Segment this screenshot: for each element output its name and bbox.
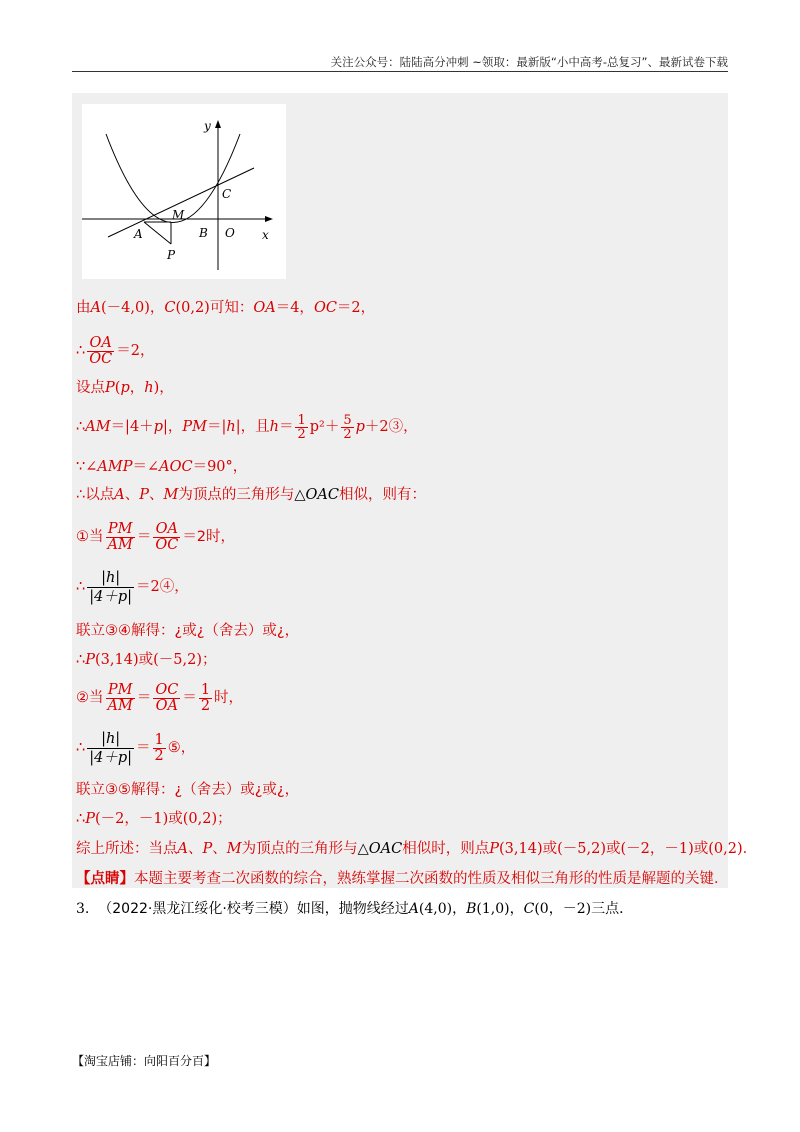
label-m: M [172, 208, 185, 222]
solution-line-10: ∴P(3,14)或(－5,2)； [76, 652, 217, 668]
solution-line-15: 综上所述：当点A、P、M为顶点的三角形与△OAC相似时，则点P(3,14)或(－5,2)或(－2，－1)或(0,2)． [76, 841, 758, 857]
solution-line-11: ②当 $\frac{PM}{AM}$ ＝ $\frac{OC}{OA}$ ＝ $\frac{1}{2}$ 时， [76, 681, 244, 714]
page-footer: 【淘宝店铺：向阳百分百】 [72, 1054, 217, 1068]
fraction-oa-oc: $\frac{OA}{OC}$ [89, 334, 113, 367]
x-axis-arrow-icon [265, 216, 273, 222]
parabola-figure [82, 104, 286, 279]
segment-ap [144, 222, 171, 244]
solution-line-6: ∴以点A、P、M为顶点的三角形与△OAC相似，则有： [76, 487, 426, 503]
solution-line-7: ①当 $\frac{PM}{AM}$ ＝ $\frac{OA}{OC}$ ＝2时， [76, 520, 236, 553]
solution-line-9: 联立③④解得：¿或¿（舍去）或¿， [76, 623, 300, 639]
solution-line-5: ∵∠AMP＝∠AOC＝90°， [76, 459, 248, 475]
y-axis-arrow-icon [215, 120, 221, 128]
solution-note: 【点睛】本题主要考查二次函数的综合，熟练掌握二次函数的性质及相似三角形的性质是解题的关键． [76, 871, 729, 887]
label-o: O [225, 226, 235, 240]
solution-line-1: 由A(－4,0)，C(0,2)可知：OA＝4，OC＝2， [76, 300, 376, 316]
solution-line-8: ∴ $\frac{|h|}{|4+p|}$ ＝2④， [76, 569, 189, 605]
label-b: B [199, 226, 208, 240]
solution-line-13: 联立③⑤解得：¿（舍去）或¿或¿， [76, 782, 300, 798]
label-c: C [222, 187, 232, 201]
label-p: P [167, 248, 176, 262]
solution-line-12: ∴ $\frac{|h|}{|4+p|}$ ＝ $\frac{1}{2}$ ⑤， [76, 730, 196, 766]
label-x: x [262, 228, 269, 242]
solution-line-4: ∴AM＝|4＋p|，PM＝|h|，且h＝ $\frac{1}{2}$ p²＋ $\frac{5}{2}$ p＋2③， [76, 412, 418, 442]
parabola-graph [82, 104, 286, 279]
solution-line-3: 设点P(p，h)， [76, 380, 174, 396]
solution-line-2: ∴ $\frac{OA}{OC}$ ＝2， [76, 334, 155, 367]
question-3: 3. （2022·黑龙江绥化·校考三模）如图，抛物线经过A(4,0)，B(1,0)，C(0，－2)三点． [76, 901, 634, 917]
page-header: 关注公众号：陆陆高分冲刺 ~领取：最新版“小中高考-总复习”、最新试卷下载 [330, 55, 728, 69]
header-divider [72, 71, 728, 72]
solution-line-14: ∴P(－2，－1)或(0,2)； [76, 811, 232, 827]
label-y: y [204, 119, 211, 133]
label-a: A [134, 227, 143, 241]
